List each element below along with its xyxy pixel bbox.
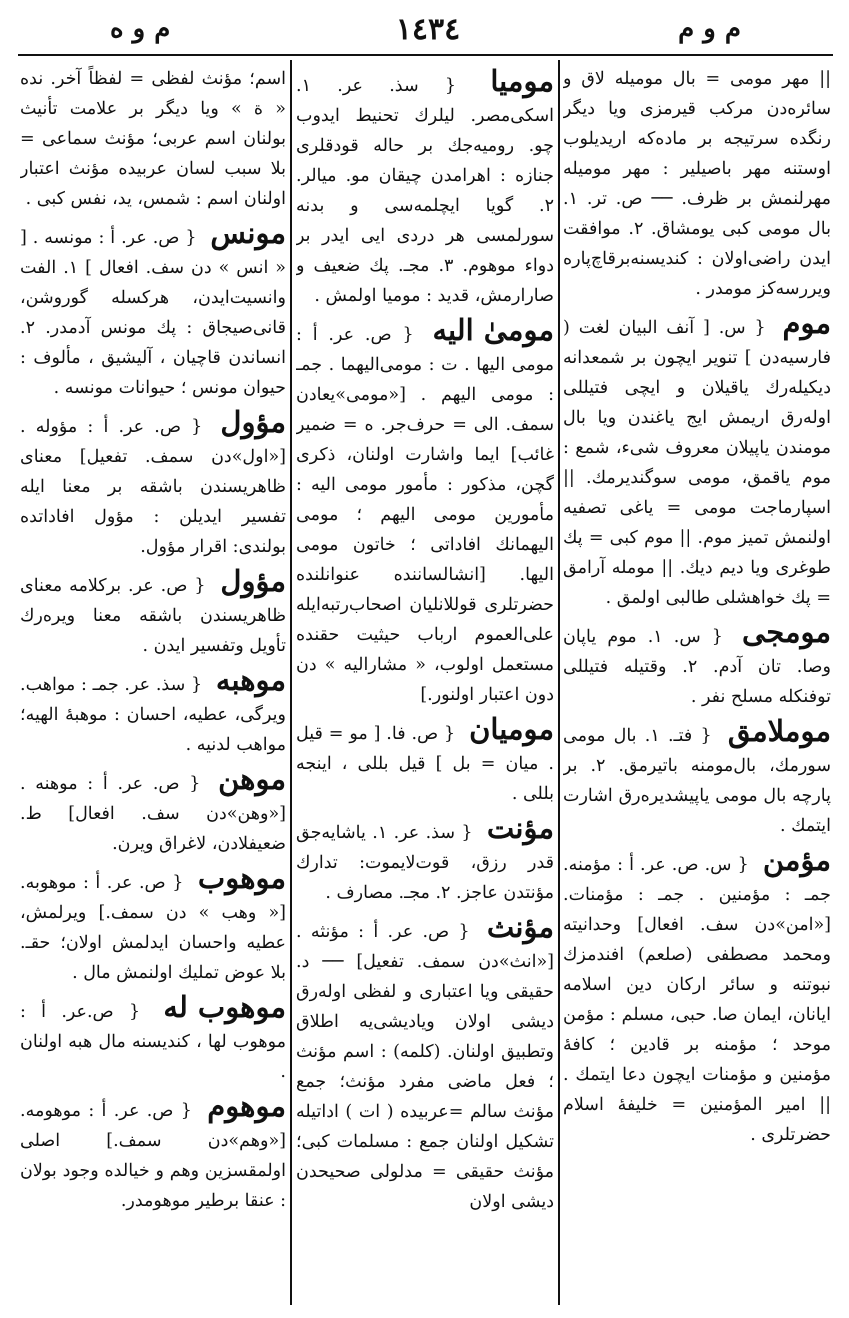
column-middle [296, 64, 554, 1304]
headword: مؤمن [762, 843, 831, 877]
entry [20, 564, 286, 661]
entry [20, 1089, 286, 1216]
column-divider-left [290, 60, 292, 1305]
entry [20, 861, 286, 988]
header-right-guideword: م و م [678, 14, 741, 44]
entry-text: { ص.عر. أ : موهوب لها ، کندیسنه مال هبه اولنان . [20, 1002, 286, 1082]
headword: مومیا [490, 64, 554, 98]
entry-text: { ص. عر. أ : مؤوله . [«اول»دن سمف. تفعیل] معنای ظاهریسندن باشقه بر معنا ایله تفسیر ایدیلن : مؤول افاداتده بولندی: اقرار مؤول. [20, 417, 286, 557]
dictionary-page [18, 8, 833, 1308]
headword: مومیان [469, 712, 554, 746]
entry-text: اسم؛ مؤنث لفظی = لفظاً آخر. نده « ة » ویا دیگر بر علامت تأنیث بولنان اسم عربی؛ مؤنث سماعی = بلا سبب لسان عربیده مؤنث اعتبار اولنان اسم : شمس، ید، نفس کبی . [20, 69, 286, 209]
entry-text: { ص. عر. أ : موهومه. [«وهم»دن سمف.] اصلی اولمقسزین وهم و خیالده وجود بولان : عنقا برطیر موهومدر. [20, 1101, 286, 1211]
headword: مومیٰ الیه [432, 313, 554, 347]
headword: مومجی [742, 615, 831, 649]
headword: موهن [218, 762, 286, 796]
entry [20, 405, 286, 562]
column-right [563, 64, 831, 1304]
entry-text: { سذ. عر. جمـ : مواهب. ویرگی، عطیه، احسان : موهبهٔ الهیه؛ مواهب لدنیه . [20, 675, 286, 755]
entry [296, 811, 554, 908]
entry-text: { سذ. عر. ١. اسکی‌مصر. لیلرك تحنیط ایدوب چو. رومیه‌جك بر حاله قودقلری جنازه : اهرامدن چیقان مو. میالر. ٢. گویا ایچلمه‌سی و بدنه سورلمسی هر دردی ایی ایدر بر دواء موهوم. ٣. مجـ. پك ضعیف و صارارمش، قدید : مومیا اولمش . [296, 76, 554, 306]
entry-text: { سذ. عر. ١. یاشایه‌جق قدر رزق، قوت‌لایموت: تدارك مؤنتدن عاجز. ٢. مجـ. مصارف . [296, 823, 554, 903]
headword: موهوب له [163, 990, 286, 1024]
entry [296, 313, 554, 710]
page-header [18, 8, 833, 52]
headword: موهوم [207, 1089, 286, 1123]
entry-text: { ص. عر. أ : مونسه . [ « انس » دن سف. افعال ] ١. الفت وانسیت‌ایدن، هرکسله گوروشن، قانی‌صیجاق : پك مونس آدمدر. ٢. انساندن قاچیان ، آلیشیق ، مألوف : حیوان مونس ؛ حیوانات مونسه . [20, 228, 286, 398]
entry [563, 843, 831, 1150]
entry [296, 712, 554, 809]
entry-text: { س. ص. عر. أ : مؤمنه. جمـ : مؤمنین . جمـ : مؤمنات. [«امن»دن سف. افعال] وحدانیته ومحمد مصطفی (صلعم) افندمزك نبوتنه و سائر ارکان دین اسلامه ایانان، ایمان صا. حبی، مسلم : مؤمن موحد ؛ مؤمنه بر قادین ؛ کافهٔ مؤمنین و مؤمنات ایچون دعا ایتمك . || امیر المؤمنین = خلیفهٔ اسلام حضرتلری . [563, 855, 831, 1145]
entry-text: { ص. عر. برکلامه معنای ظاهریسندن باشقه معنا ویره‌رك تأویل وتفسیر ایدن . [20, 576, 286, 656]
entry [20, 663, 286, 760]
headword: موملامق [727, 714, 831, 748]
entry-text: { ص. عر. أ : مؤنثه . [«انث»دن سمف. تفعیل] ── د. حقیقی ویا اعتباری و لفظی اوله‌رق دیشی اولان ویادیشی‌یه اطلاق وتطبیق اولنان. (کلمه) : اسم مؤنث ؛ فعل ماضی مفرد مؤنث؛ جمع مؤنث سالم =عربیده ( ات ) اداتیله تشکیل اولنان جمع : مسلمات کبی؛ مؤنث حقیقی = مدلولی صحیحدن دیشی اولان [296, 922, 554, 1212]
headword: مؤنت [486, 811, 554, 845]
headword: مؤول [220, 405, 286, 439]
headword: موهوب [197, 861, 286, 895]
entry-text: { س. [ آنف البیان لغت ( فارسیه‌دن ] تنویر ایچون بر شمعدانه دیکیله‌رك یاقیلان و ایچی فتیللی اوله‌رق اریمش ایج یاغندن ویا بال مومندن یاپیلان معروف شیء، شمع : موم یاقمق، مومی سوگندیرمك. || اسپارماجت مومی = یاغی تصفیه اولنمش تمیز موم. || موم کبی = پك طوغری ویا دیم دیك. || مومله آرامق = پك خواهشلی طالبی اولمق . [563, 318, 831, 608]
entry [20, 762, 286, 859]
entry [563, 714, 831, 841]
entry-text: { ص. فا. [ مو = قیل . میان = بل ] قیل بللی ، اینجه بللی . [296, 724, 554, 804]
entry-text: { س. ١. موم یاپان وصا. تان آدم. ٢. وقتیله فتیللی توفنکله مسلح نفر . [563, 627, 831, 707]
headword: موهبه [215, 663, 286, 697]
entry-text: || مهر مومی = بال مومیله لاق و سائره‌دن مرکب قیرمزی ویا دیگر رنگده سرتیجه بر ماده‌که ارید‌یلوب اوستنه مهر باصیلیر : مهر مومیله مهرلنمش بر ظرف. ── ص. تر. ١. بال مومی کبی یومشاق. ٢. موافقت ایدن راضی‌اولان : کندیسنه‌برقاچ‌پاره ویررسه‌کز مومدر . [563, 69, 831, 299]
headword: مؤنث [486, 910, 554, 944]
headword: مؤول [220, 564, 286, 598]
entry-text: { ص. عر. أ : موهوبه. [« وهب » دن سمف.] ویرلمش، عطیه واحسان ایدلمش اولان؛ حقـ. بلا عوض تملیك اولنمش مال . [20, 873, 286, 983]
entry [296, 910, 554, 1217]
column-divider-right [558, 60, 560, 1305]
entry [563, 615, 831, 712]
entry-continuation [20, 64, 286, 214]
header-rule [18, 54, 833, 56]
entry [20, 216, 286, 403]
entry [296, 64, 554, 311]
entry [20, 990, 286, 1087]
column-left [20, 64, 286, 1304]
entry-text: { ص. عر. أ : مومی الیها . ت : مومی‌الیهما . جمـ : مومی الیهم . [«مومی»یعادن سمف. الی = حرف‌جر. ه = ضمیر غائب] ایما واشارت اولنان، ذکری گچن، مذکور : مأمور مومی الیه : مأمورین مومی الیهم ؛ مومی الیهمانك افاداتی ؛ خاتون مومی الیها. [انشالساننده عنوانلنده حضرتلری قوللانلیان اصحاب‌رتبه‌ایله علی‌العموم ارباب حیثیت حقنده مستعمل اولوب، « مشارالیه » دن دون اعتبار اولنور.] [296, 325, 554, 705]
entry-text: { ص. عر. أ : موهنه . [«وهن»دن سف. افعال] ط. ضعیفلادن، لاغراق ویرن. [20, 774, 286, 854]
header-left-guideword: م و ه [110, 14, 171, 44]
entry [563, 306, 831, 613]
headword: مونس [210, 216, 286, 250]
entry-continuation [563, 64, 831, 304]
headword: موم [782, 306, 831, 340]
entry-text: { فتـ. ١. بال مومی سورمك، بال‌مومنه باتیرمق. ٢. بر پارچه بال مومی یاپیشدیره‌رق اشارت ایتمك . [563, 726, 831, 836]
page-number: ١٤٣٤ [395, 12, 461, 47]
